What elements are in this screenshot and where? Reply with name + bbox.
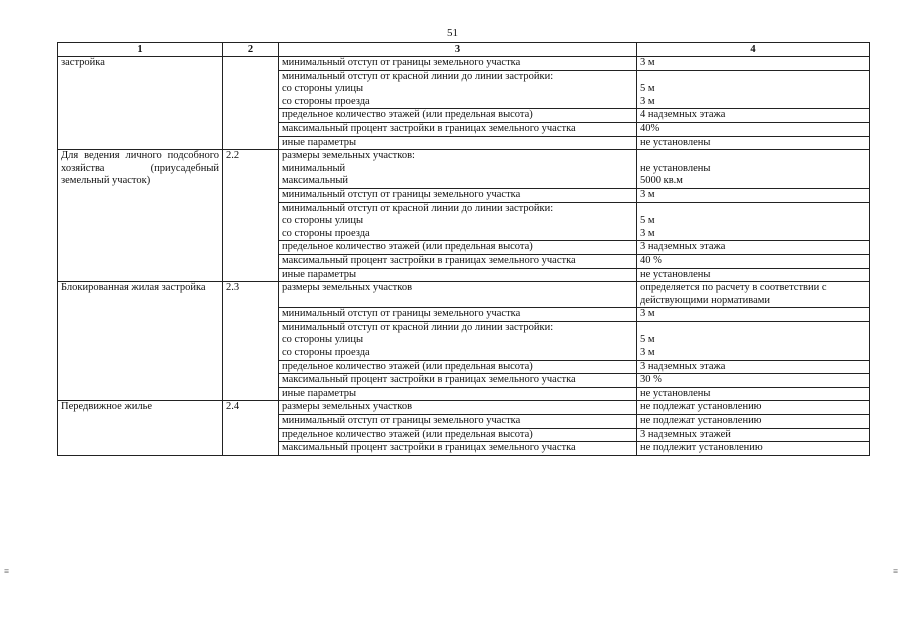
parameter-text: иные параметры <box>282 387 357 399</box>
header-cell-3: 3 <box>279 43 637 57</box>
parameter-cell <box>279 442 637 456</box>
parameter-text: максимальный процент застройки в границах земельного участка <box>282 442 576 454</box>
land-use-code <box>223 57 279 150</box>
parameter-cell <box>279 374 637 388</box>
value-cell <box>637 374 870 388</box>
parameter-cell <box>279 415 637 429</box>
value-text <box>640 322 866 335</box>
value-text: 5000 кв.м <box>640 175 683 187</box>
value-cell <box>637 136 870 150</box>
parameter-cell <box>279 308 637 322</box>
value-cell <box>637 241 870 255</box>
land-use-type: застройка <box>58 57 223 150</box>
parameter-text: иные параметры <box>282 136 357 148</box>
table-header-row <box>58 43 870 57</box>
value-text: 5 м <box>640 215 655 227</box>
value-text: 3 м <box>640 227 655 239</box>
parameter-text: предельное количество этажей (или предельная высота) <box>282 109 533 121</box>
parameter-cell <box>279 188 637 202</box>
land-use-type: Передвижное жилье <box>58 401 223 455</box>
parameter-text: предельное количество этажей (или предельная высота) <box>282 241 533 253</box>
value-cell <box>637 202 870 241</box>
value-cell <box>637 360 870 374</box>
land-use-code: 2.2 <box>223 150 279 282</box>
value-cell <box>637 401 870 415</box>
value-cell <box>637 282 870 308</box>
value-cell <box>637 268 870 282</box>
zoning-parameters-table <box>57 42 870 456</box>
parameter-cell <box>279 360 637 374</box>
value-cell <box>637 150 870 189</box>
parameter-text: размеры земельных участков <box>282 282 413 294</box>
parameter-text: минимальный отступ от красной линии до линии застройки: <box>282 70 554 82</box>
parameter-cell <box>279 109 637 123</box>
value-text: не подлежит установлению <box>640 442 763 454</box>
parameter-cell <box>279 241 637 255</box>
parameter-text: иные параметры <box>282 268 357 280</box>
value-text <box>640 203 866 216</box>
parameter-text: размеры земельных участков <box>282 401 413 413</box>
page-number: 51 <box>447 27 458 39</box>
table-row <box>58 150 870 189</box>
value-text: 3 м <box>640 95 655 107</box>
parameter-cell <box>279 136 637 150</box>
parameter-text: максимальный процент застройки в границах земельного участка <box>282 122 576 134</box>
value-text: 30 % <box>640 374 662 386</box>
parameter-text: со стороны улицы <box>282 83 364 95</box>
value-text: не установлены <box>640 136 711 148</box>
value-text <box>640 71 866 84</box>
value-text: не установлены <box>640 162 711 174</box>
parameter-cell <box>279 202 637 241</box>
right-margin-mark: ≡ <box>893 566 899 576</box>
parameter-text: минимальный <box>282 162 346 174</box>
parameter-cell <box>279 57 637 71</box>
parameter-text: размеры земельных участков: <box>282 150 415 162</box>
value-text: 5 м <box>640 83 655 95</box>
land-use-type: Блокированная жилая застройка <box>58 282 223 401</box>
parameter-text: со стороны улицы <box>282 215 364 227</box>
parameter-cell <box>279 401 637 415</box>
left-margin-mark: ≡ <box>4 566 10 576</box>
value-text: не установлены <box>640 268 711 280</box>
land-use-code: 2.3 <box>223 282 279 401</box>
value-text: 4 надземных этажа <box>640 109 726 121</box>
value-text: 3 надземных этажа <box>640 241 726 253</box>
value-text: 40 % <box>640 254 662 266</box>
parameter-text: минимальный отступ от границы земельного участка <box>282 308 521 320</box>
parameter-text: максимальный процент застройки в границах земельного участка <box>282 254 576 266</box>
parameter-text: со стороны проезда <box>282 95 370 107</box>
value-cell <box>637 387 870 401</box>
value-cell <box>637 415 870 429</box>
table-row <box>58 401 870 415</box>
value-text: 3 м <box>640 57 655 68</box>
land-use-type: Для ведения личного подсобного хозяйства (приусадебный земельный участок) <box>58 150 223 282</box>
value-text: не подлежат установлению <box>640 415 762 427</box>
parameter-text: минимальный отступ от границы земельного участка <box>282 57 521 68</box>
parameter-text: минимальный отступ от границы земельного участка <box>282 188 521 200</box>
value-cell <box>637 442 870 456</box>
parameter-cell <box>279 428 637 442</box>
value-text: 3 надземных этажа <box>640 360 726 372</box>
parameter-text: со стороны проезда <box>282 227 370 239</box>
parameter-text: максимальный процент застройки в границах земельного участка <box>282 374 576 386</box>
parameter-text: со стороны улицы <box>282 334 364 346</box>
header-cell-2: 2 <box>223 43 279 57</box>
parameter-text: минимальный отступ от красной линии до линии застройки: <box>282 202 554 214</box>
parameter-text: максимальный <box>282 175 348 187</box>
value-text <box>640 150 866 163</box>
value-text: 5 м <box>640 334 655 346</box>
table-row <box>58 282 870 308</box>
parameter-cell <box>279 122 637 136</box>
parameter-cell <box>279 70 637 109</box>
parameter-text: предельное количество этажей (или предельная высота) <box>282 428 533 440</box>
value-text: 3 надземных этажей <box>640 428 731 440</box>
header-cell-4: 4 <box>637 43 870 57</box>
value-text: 3 м <box>640 347 655 359</box>
header-cell-1: 1 <box>58 43 223 57</box>
value-cell <box>637 428 870 442</box>
value-cell <box>637 70 870 109</box>
value-cell <box>637 321 870 360</box>
parameter-text: со стороны проезда <box>282 347 370 359</box>
value-text: 3 м <box>640 188 655 200</box>
parameter-cell <box>279 150 637 189</box>
value-text: не подлежат установлению <box>640 401 762 413</box>
parameter-cell <box>279 282 637 308</box>
value-cell <box>637 308 870 322</box>
value-text: определяется по расчету в соответствии с действующими нормативами <box>640 282 827 306</box>
parameter-text: минимальный отступ от границы земельного участка <box>282 415 521 427</box>
value-cell <box>637 254 870 268</box>
parameter-cell <box>279 268 637 282</box>
value-text: 40% <box>640 122 660 134</box>
land-use-code: 2.4 <box>223 401 279 455</box>
value-cell <box>637 57 870 71</box>
value-cell <box>637 122 870 136</box>
value-text: не установлены <box>640 387 711 399</box>
table-row <box>58 57 870 71</box>
parameter-cell <box>279 321 637 360</box>
value-text: 3 м <box>640 308 655 320</box>
parameter-cell <box>279 254 637 268</box>
parameter-text: предельное количество этажей (или предельная высота) <box>282 360 533 372</box>
table-body <box>58 57 870 456</box>
value-cell <box>637 188 870 202</box>
parameter-cell <box>279 387 637 401</box>
parameter-text: минимальный отступ от красной линии до линии застройки: <box>282 321 554 333</box>
value-cell <box>637 109 870 123</box>
